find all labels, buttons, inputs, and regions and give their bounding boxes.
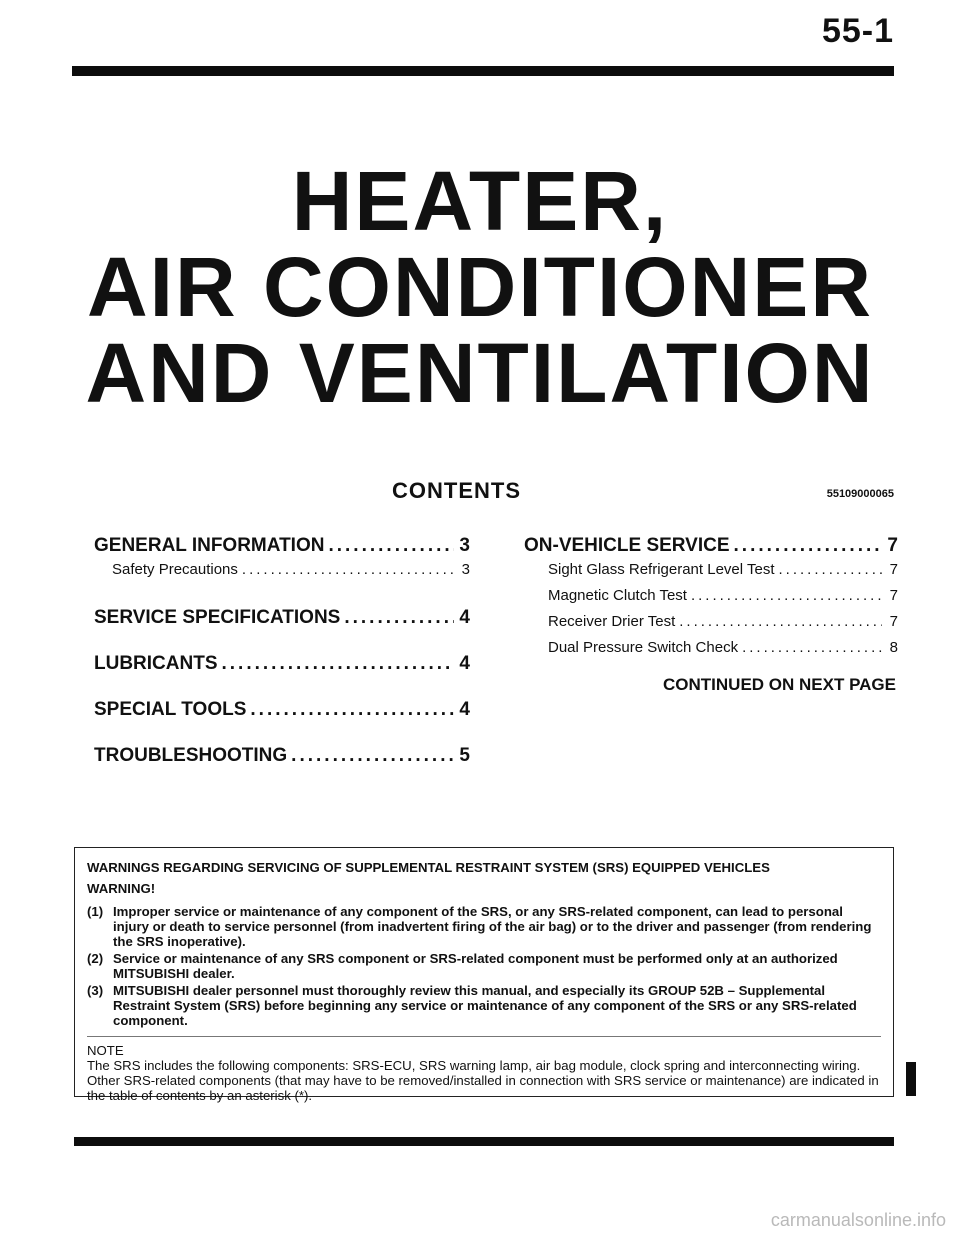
toc-entry-label: GENERAL INFORMATION <box>94 535 325 556</box>
warning-item-text: MITSUBISHI dealer personnel must thoroughly review this manual, and especially its GROUP 52B – Supplemental Restraint System (SRS) before beginning any service or maintenance of any component of the SRS or any SRS-related component. <box>113 983 857 1028</box>
page-title <box>60 154 900 420</box>
toc-entry[interactable] <box>94 607 470 633</box>
toc-entry[interactable] <box>524 639 898 665</box>
toc-entry-label: ON-VEHICLE SERVICE <box>524 535 730 556</box>
toc-leader <box>734 535 882 557</box>
toc-entry[interactable] <box>524 535 898 561</box>
warning-subheading: WARNING! <box>87 881 156 896</box>
toc-entry-label: SPECIAL TOOLS <box>94 699 247 720</box>
toc-entry-label: SERVICE SPECIFICATIONS <box>94 607 341 628</box>
watermark: carmanualsonline.info <box>770 1210 946 1230</box>
toc-leader <box>242 561 454 578</box>
bottom-rule <box>74 1137 894 1146</box>
toc-entry-label: Receiver Drier Test <box>548 613 676 630</box>
warning-item-number: (1) <box>87 904 104 919</box>
toc-leader <box>779 561 882 578</box>
toc-entry[interactable] <box>94 535 470 561</box>
toc-entry-page: 7 <box>889 613 898 630</box>
warning-item-number: (2) <box>87 951 104 966</box>
toc-entry-label: Dual Pressure Switch Check <box>548 639 739 656</box>
toc-entry-page: 7 <box>887 535 898 556</box>
warning-item-number: (3) <box>87 983 104 998</box>
toc-entry-page: 4 <box>459 699 470 720</box>
toc-leader <box>742 639 882 656</box>
toc-entry-page: 5 <box>459 745 470 766</box>
toc-entry-label: Sight Glass Refrigerant Level Test <box>548 561 775 578</box>
toc-entry-label: LUBRICANTS <box>94 653 218 674</box>
toc-entry-page: 3 <box>459 535 470 556</box>
warning-item-text: Improper service or maintenance of any component of the SRS, or any SRS-related component, can lead to personal injury or death to service personnel (from inadvertent firing of the air bag) or to the driver and passenger (from rendering the SRS inoperative). <box>113 904 872 949</box>
document-code: 55109000065 <box>826 488 894 500</box>
toc-entry-page: 7 <box>889 561 898 578</box>
title-line-3: AND VENTILATION <box>85 326 875 420</box>
toc-entry[interactable] <box>94 561 470 587</box>
toc-leader <box>222 653 455 675</box>
edge-marker <box>906 1062 916 1096</box>
srs-warning-box <box>74 847 894 1103</box>
toc-entry[interactable] <box>94 699 470 725</box>
toc-entry-page: 3 <box>461 561 470 578</box>
continued-notice: CONTINUED ON NEXT PAGE <box>663 675 896 694</box>
warning-item <box>87 951 881 981</box>
toc-leader <box>691 587 882 604</box>
toc-left-column <box>94 535 470 771</box>
contents-heading: CONTENTS <box>392 478 521 503</box>
note-text: The SRS includes the following components: SRS-ECU, SRS warning lamp, air bag module, clock spring and interconnecting wiring. Other SRS-related components (that may have to be removed/installed in connection with SRS service or maintenance) are indicated in the table of contents by an asterisk (*). <box>87 1058 879 1103</box>
toc-entry-page: 4 <box>459 607 470 628</box>
warning-item <box>87 904 881 949</box>
toc-entry[interactable] <box>524 587 898 613</box>
warning-item <box>87 983 881 1028</box>
top-rule <box>72 66 894 76</box>
toc-right-column <box>524 535 898 695</box>
toc-entry[interactable] <box>94 653 470 679</box>
title-line-2: AIR CONDITIONER <box>87 240 873 334</box>
toc-entry-page: 8 <box>889 639 898 656</box>
warning-divider <box>87 1036 881 1037</box>
toc-leader <box>291 745 454 767</box>
page-number: 55-1 <box>821 12 894 50</box>
toc-leader <box>344 607 454 629</box>
toc-entry[interactable] <box>94 745 470 771</box>
note-label: NOTE <box>87 1043 124 1058</box>
toc-entry-page: 7 <box>889 587 898 604</box>
warning-item-text: Service or maintenance of any SRS component or SRS-related component must be performed only at an authorized MITSUBISHI dealer. <box>113 951 838 981</box>
toc-leader <box>328 535 454 557</box>
toc-entry-label: Safety Precautions <box>112 561 238 578</box>
toc-entry-page: 4 <box>459 653 470 674</box>
toc-entry-label: Magnetic Clutch Test <box>548 587 687 604</box>
toc-entry[interactable] <box>524 561 898 587</box>
toc-leader <box>250 699 454 721</box>
title-line-1: HEATER, <box>291 154 669 248</box>
toc-entry[interactable] <box>524 613 898 639</box>
toc-entry-label: TROUBLESHOOTING <box>94 745 288 766</box>
toc-leader <box>679 613 882 630</box>
warning-heading: WARNINGS REGARDING SERVICING OF SUPPLEMENTAL RESTRAINT SYSTEM (SRS) EQUIPPED VEHICLES <box>87 860 770 875</box>
